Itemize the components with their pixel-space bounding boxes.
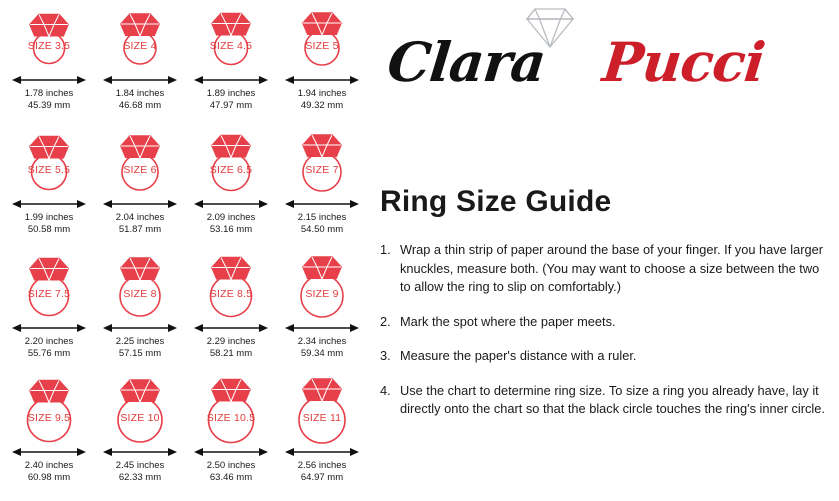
ring-size-cell[interactable] [95,374,185,494]
measurement-mm: 57.15 mm [118,347,162,359]
ring-measurement [277,336,367,359]
measurement-mm: 51.87 mm [118,223,162,235]
ring-size-cell[interactable] [4,126,94,246]
measure-arrow [12,74,86,86]
measurement-mm: 60.98 mm [27,471,71,483]
ring-illustration [283,2,361,74]
step-text: Mark the spot where the paper meets. [400,313,616,329]
ring-size-label: SIZE 8 [123,288,157,300]
step-number: 2. [380,313,391,329]
ring-size-cell[interactable] [186,126,276,246]
measurement-inches: 2.45 inches [115,460,165,471]
brand-logo [378,4,833,114]
measurement-inches: 2.50 inches [206,460,256,471]
ring-illustration [101,126,179,198]
measure-arrow [285,446,359,458]
ring-size-label: SIZE 10.5 [206,412,256,424]
ring-size-label: SIZE 9.5 [27,412,71,424]
page-title: Ring Size Guide [380,185,612,218]
measure-arrow [285,198,359,210]
measure-arrow [12,446,86,458]
measure-arrow [194,74,268,86]
ring-measurement [95,336,185,359]
ring-size-label: SIZE 7 [305,164,339,176]
ring-size-label: SIZE 3.5 [27,40,71,52]
ring-size-cell[interactable] [277,126,367,246]
step-number: 3. [380,348,391,363]
ring-size-label: SIZE 8.5 [209,288,253,300]
measure-arrow [194,446,268,458]
ring-illustration [101,374,179,446]
measurement-mm: 59.34 mm [300,347,344,359]
measure-arrow [103,74,177,86]
measure-arrow [103,446,177,458]
ring-measurement [4,88,94,111]
measurement-mm: 46.68 mm [118,99,162,111]
measurement-mm: 47.97 mm [209,99,253,111]
step-text: Measure the paper's distance with a ruler. [400,348,637,363]
measurement-mm: 50.58 mm [27,223,71,235]
guide-step [380,347,830,366]
step-text: Wrap a thin strip of paper around the base of your finger. If you have larger knuckles, measure both. (You may want to choose a size between the two to allow the ring to slip on comfortably.) [400,242,824,294]
ring-measurement [277,460,367,483]
ring-size-cell[interactable] [186,374,276,494]
step-text: Use the chart to determine ring size. To size a ring you already have, lay it directly onto the chart so that the black circle touches the ring's inner circle. [400,382,825,416]
ring-size-label: SIZE 10 [120,412,160,424]
ring-measurement [186,460,276,483]
ring-size-cell[interactable] [186,2,276,122]
measurement-inches: 2.34 inches [297,336,347,347]
ring-measurement [277,212,367,235]
ring-size-cell[interactable] [277,250,367,370]
measurement-mm: 64.97 mm [300,471,344,483]
measurement-mm: 49.32 mm [300,99,344,111]
ring-illustration [10,250,88,322]
measure-arrow [194,198,268,210]
ring-size-cell[interactable] [95,250,185,370]
ring-size-cell[interactable] [4,250,94,370]
ring-size-cell[interactable] [95,2,185,122]
ring-illustration [10,374,88,446]
logo-text-pucci: Pucci [599,30,768,94]
measure-arrow [103,198,177,210]
measurement-mm: 54.50 mm [300,223,344,235]
measurement-inches: 1.89 inches [206,88,256,99]
measurement-mm: 45.39 mm [27,99,71,111]
measurement-inches: 1.99 inches [24,212,74,223]
ring-measurement [95,88,185,111]
ring-size-label: SIZE 5.5 [27,164,71,176]
ring-illustration [192,250,270,322]
ring-size-cell[interactable] [95,126,185,246]
measurement-inches: 2.04 inches [115,212,165,223]
measurement-mm: 63.46 mm [209,471,253,483]
ring-illustration [101,2,179,74]
ring-illustration [192,126,270,198]
ring-size-label: SIZE 5 [305,40,339,52]
measure-arrow [285,74,359,86]
ring-measurement [4,336,94,359]
ring-measurement [4,212,94,235]
ring-measurement [186,212,276,235]
measurement-inches: 2.20 inches [24,336,74,347]
ring-illustration [192,374,270,446]
ring-size-label: SIZE 9 [305,288,339,300]
measurement-inches: 2.09 inches [206,212,256,223]
measure-arrow [194,322,268,334]
ring-measurement [186,336,276,359]
measure-arrow [12,322,86,334]
measurement-inches: 2.56 inches [297,460,347,471]
measurement-mm: 62.33 mm [118,471,162,483]
measure-arrow [12,198,86,210]
ring-size-label: SIZE 4 [123,40,157,52]
logo-text-clara: Clara [384,30,549,94]
measurement-inches: 1.94 inches [297,88,347,99]
measurement-inches: 1.78 inches [24,88,74,99]
guide-step [380,382,830,419]
ring-illustration [10,126,88,198]
ring-illustration [192,2,270,74]
measurement-mm: 53.16 mm [209,223,253,235]
ring-size-label: SIZE 4.5 [209,40,253,52]
ring-measurement [186,88,276,111]
guide-step [380,313,830,332]
measurement-inches: 2.25 inches [115,336,165,347]
measurement-mm: 55.76 mm [27,347,71,359]
ring-size-cell[interactable] [186,250,276,370]
guide-steps [380,241,830,419]
ring-size-cell[interactable] [277,374,367,494]
ring-illustration [283,250,361,322]
ring-measurement [4,460,94,483]
ring-measurement [95,460,185,483]
ring-size-cell[interactable] [4,2,94,122]
step-number: 4. [380,382,391,398]
ring-size-label: SIZE 11 [302,412,342,424]
ring-measurement [95,212,185,235]
measurement-inches: 2.15 inches [297,212,347,223]
measurement-mm: 58.21 mm [209,347,253,359]
ring-size-cell[interactable] [277,2,367,122]
ring-size-label: SIZE 6.5 [209,164,253,176]
measure-arrow [103,322,177,334]
ring-illustration [10,2,88,74]
measure-arrow [285,322,359,334]
ring-size-label: SIZE 6 [123,164,157,176]
ring-illustration [283,374,361,446]
measurement-inches: 2.29 inches [206,336,256,347]
ring-illustration [283,126,361,198]
step-number: 1. [380,242,391,257]
ring-size-chart [0,0,362,501]
ring-size-label: SIZE 7.5 [27,288,71,300]
measurement-inches: 1.84 inches [115,88,165,99]
ring-illustration [101,250,179,322]
measurement-inches: 2.40 inches [24,460,74,471]
ring-size-cell[interactable] [4,374,94,494]
guide-section [380,185,830,435]
ring-measurement [277,88,367,111]
guide-step [380,241,830,297]
